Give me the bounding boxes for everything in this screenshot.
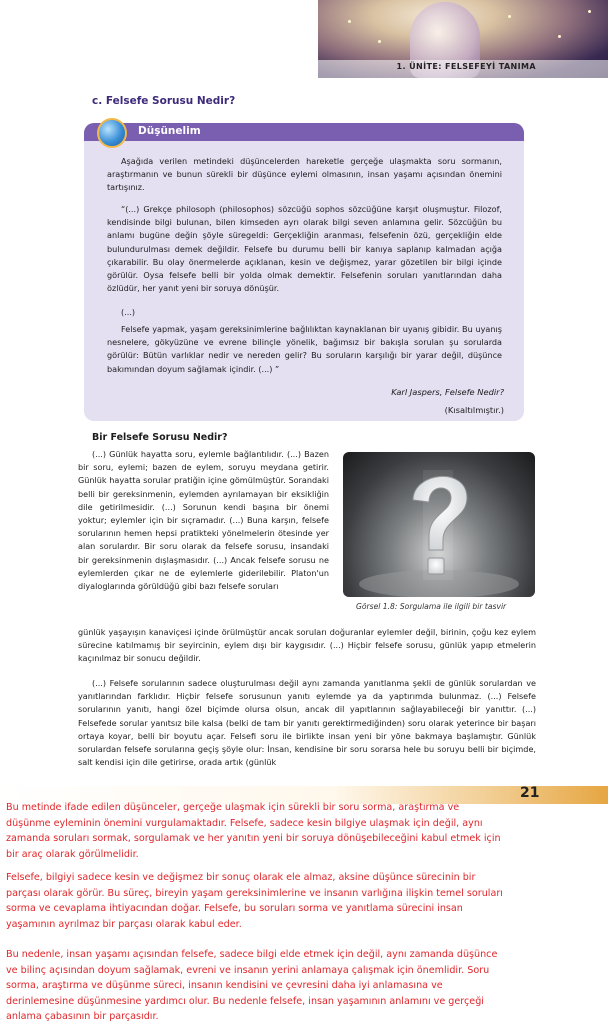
quote-paragraph-1: “(...) Grekçe philosoph (philosophos) sözcüğü sophos sözcüğüne karşıt oluşmuştur. Filozof, kendisinde bilgi bulunan, bilen kimseden ayrı olarak bilgi seven anlamına gelir. Sözcüğün bu anlamı bugüne değin şöyle süregeldi: Gerçekliğin aranması, felsefenin özü, gerçekliğin elde bulundurulması demek değildir. Felsefe bu durumu belli bir kanıya saplanıp kalmadan açığa çıkarabilir. Bu olay önermelerde açıklanan, kesin ve değişmez, yarar gözetilen bir bilgi içinde görülür. Oysa felsefe belli bir yolda olmak demektir. Felsefenin soruları yanıtlarından daha özlüdür, her yanıt yeni bir soruya dönüşür. <box>107 204 502 294</box>
question-mark-icon <box>343 452 535 597</box>
section-title: c. Felsefe Sorusu Nedir? <box>92 95 236 107</box>
think-box-heading: Düşünelim <box>138 125 201 137</box>
sparkle <box>508 15 511 18</box>
abridged-note: (Kısaltılmıştır.) <box>444 405 504 415</box>
article-paragraph-1-full: günlük yaşayışın kanaviçesi içinde örülmüştür ancak soruları doğuranlar eylemler değil, birinin, çoğu kez eylem sürecine katılmamış bir seyircinin, eylem dışı bir kaygısıdır. (...) Hiçbir felsefe sorusu, günlük yapıp etmelerin kaçınılmaz bir sonucu değildir. <box>78 627 536 664</box>
image-caption: Görsel 1.8: Sorgulama ile ilgili bir tasvir <box>356 602 507 611</box>
think-box-intro: Aşağıda verilen metindeki düşüncelerden hareketle gerçeğe ulaşmakta soru sormanın, araştırmanın ve bunun sürekli bir düşünce eylemi olmasının, insan yaşamı açısından önemini tartışınız. <box>107 156 502 193</box>
article-subtitle: Bir Felsefe Sorusu Nedir? <box>92 432 228 443</box>
quote-author: Karl Jaspers, Felsefe Nedir? <box>391 387 504 397</box>
answer-paragraph-1: Bu metinde ifade edilen düşünceler, gerçeğe ulaşmak için sürekli bir soru sorma, araştırma ve düşünme eyleminin önemini vurgulamaktadır. Felsefe, sadece kesin bilgiye ulaşmak için değil, aynı zamanda soruları sormak, sorgulamak ve her yanıtın yeni bir soruya dönüşebileceğini kabul etmek için bir araç olarak görülmelidir. <box>6 802 501 860</box>
sparkle <box>348 20 351 23</box>
answer-paragraph-3: Bu nedenle, insan yaşamı açısından felsefe, sadece bilgi elde etmek için değil, aynı zamanda düşünce ve bilinç açısından doyum sağlamak, evreni ve insanın yerini anlamaya çalışmak için önemlidir. Soru sorma, araştırma ve düşünme süreci, insanın kendisini ve çevresini daha iyi anlamasına ve derinlemesine düşünmesine yardımcı olur. Bu nedenle felsefe, insan yaşamının anlamını ve gerçeği anlama çabasının bir parçasıdır. <box>6 949 498 1023</box>
sparkle <box>378 40 381 43</box>
article-paragraph-1-column: (...) Günlük hayatta soru, eylemle bağlantılıdır. (...) Bazen bir soru, eylemi; bazen de eylem, soruyu meydana getirir. Günlük hayatta sorular pratiğin içine gömülmüştür. Sorandaki belli bir gereksinmenin, eylemden ayrılamayan bir eksikliğin dile getirilmesidir. (...) Sorunun kendi başına bir önemi yoktur; eylemler için bir sıçramadır. (...) Buna karşın, felsefe sorularının hemen hepsi pratikteki yönelmelerin ötesinde yer alan sorulardır. Bir soru olarak da felsefe sorusu, insandaki bir gereksinmenin dışlaşmasıdır. (...) Ancak felsefe sorusu ne eylemlerden çıkar ne de eylemlerle giderilebilir. Platon'un diyaloglarında görüldüğü gibi bazı felsefe soruları <box>78 449 329 592</box>
think-box-header <box>84 123 524 141</box>
quote-ellipsis: (...) <box>121 307 136 317</box>
sparkle <box>588 10 591 13</box>
unit-title: 1. ÜNİTE: FELSEFEYİ TANIMA <box>396 62 536 71</box>
article-paragraph-2: (...) Felsefe sorularının sadece oluşturulması değil aynı zamanda yanıtlanma şekli de günlük sorulardan ve yanıtlarından farklıdır. Hiçbir felsefe sorusunun yanıtı eylemde ya da yaptırımda bulunmaz. (...) Felsefe sorularının yanıtı, hangi özel biçimde olursa olsun, ancak dil yapıtlarının sağlayabileceği bir yanıttır. (...) Felsefede sorular yanıtsız bile kalsa (belki de tam bir yanıtı gerektirmediğinden) soru olarak yeterince bir başarı ortaya koyar, belli bir boyutu açar. Felsefi soru ile birlikte insan yeni bir yöne bakmaya başlamıştır. Günlük sorulardan felsefe sorularına geçiş şöyle olur: İnsan, kendisine bir soru sorarsa hele bu soruyu belli bir biçimde, salt kendisi için dile getirirse, orada artık (günlük <box>78 678 536 768</box>
sparkle <box>558 35 561 38</box>
question-mark-photo <box>343 452 535 597</box>
quote-paragraph-2: Felsefe yapmak, yaşam gereksinimlerine bağlılıktan kaynaklanan bir uyanış gibidir. Bu uyanış nesnelere, gökyüzüne ve evrene bilinçle yönelik, bağımsız bir bakışla sorulan şu sorularda görülür: Bütün varlıklar nedir ve nereden gelir? Bu soruların karşılığı bir yarar değil, düşünce bakımından doyum sağlamak içindir. (...) ” <box>107 324 502 374</box>
globe-icon <box>97 118 127 148</box>
page-number: 21 <box>520 785 540 801</box>
answer-paragraph-2: Felsefe, bilgiyi sadece kesin ve değişmez bir sonuç olarak ele almaz, aksine düşünce sürecinin bir parçası olarak görür. Bu süreç, bireyin yaşam gereksinimlerine ve insanın varlığına ilişkin temel soruları sorma ve cevaplama ihtiyacından doğar. Felsefe, bu soruları sorma ve yanıtlama sürecini insan yaşamının ayrılmaz bir parçası olarak kabul eder. <box>6 872 503 930</box>
